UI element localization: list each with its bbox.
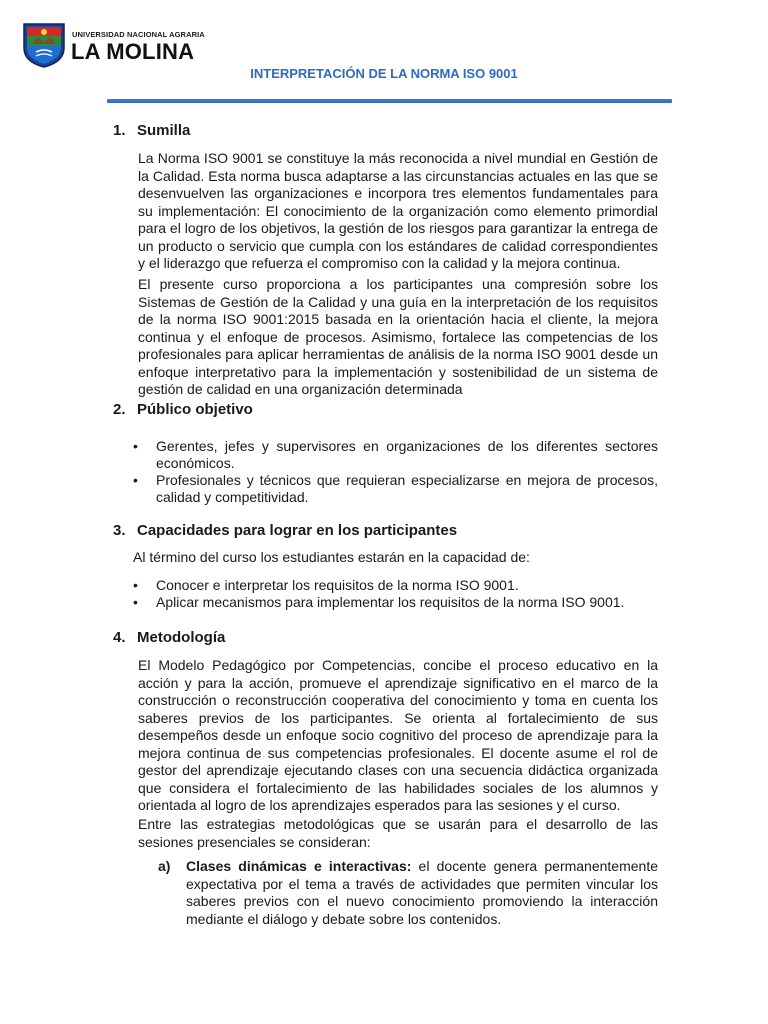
bullet-icon: • <box>133 594 138 610</box>
item-body <box>160 858 658 928</box>
university-name-small: UNIVERSIDAD NACIONAL AGRARIA <box>72 30 205 39</box>
section-title: Público objetivo <box>137 401 253 418</box>
section-number: 2. <box>113 401 126 418</box>
publico-objetivo-list <box>133 438 658 506</box>
sumilla-paragraph-2: El presente curso proporciona a los participantes una compresión sobre los Sistemas de Gestión de la Calidad y una guía en la interpretación de los requisitos de la norma ISO 9001:2015 basada en la orientación hacia el cliente, la mejora continua y el enfoque de procesos. Asimismo, fortalece las competencias de los profesionales para aplicar herramientas de análisis de la norma ISO 9001 desde un enfoque interpretativo para la implementación y sostenibilidad de un sistema de gestión de calidad en una organización determinada <box>138 276 658 397</box>
university-crest-icon <box>22 22 66 68</box>
item-text: el docente genera permanentemente expectativa por el tema a través de actividades que permiten vincular los saberes previos con el nuevo conocimiento promoviendo la interacción mediante el diálogo y debate sobre los contenidos. <box>186 858 658 927</box>
strategy-item-a <box>160 858 658 928</box>
metodologia-paragraph-1: El Modelo Pedagógico por Competencias, concibe el proceso educativo en la acción y para la acción, promueve el aprendizaje significativo en el marco de la construcción o reconstrucción cooperativa del conocimiento y toma en cuenta los saberes previos de los participantes. Se orienta al fortalecimiento de sus desempeños desde un enfoque socio cognitivo del proceso de aprendizaje para la mejora continua de sus competencias profesionales. El docente asume el rol de gestor del aprendizaje ejecutando clases con una secuencia didáctica organizada que considera el fortalecimiento de las habilidades sociales de los alumnos y orientada al logro de los aprendizajes esperados para las sesiones y el curso. <box>138 657 658 813</box>
section-title: Capacidades para lograr en los participantes <box>137 522 458 539</box>
section-heading-metodologia <box>113 629 225 646</box>
section-title: Metodología <box>137 629 226 646</box>
bullet-icon: • <box>133 472 138 488</box>
list-item: • Profesionales y técnicos que requieran especializarse en mejora de procesos, calidad y competitividad. <box>133 472 658 505</box>
bullet-icon: • <box>133 577 138 593</box>
university-logo <box>22 22 205 70</box>
metodologia-paragraph-2: Entre las estrategias metodológicas que se usarán para el desarrollo de las sesiones presenciales se consideran: <box>138 816 658 850</box>
section-number: 1. <box>113 122 126 139</box>
list-item: • Gerentes, jefes y supervisores en organizaciones de los diferentes sectores económicos. <box>133 438 658 471</box>
section-title: Sumilla <box>137 122 191 139</box>
capacidades-intro: Al término del curso los estudiantes estarán en la capacidad de: <box>133 549 530 565</box>
sumilla-paragraph-1: La Norma ISO 9001 se constituye la más reconocida a nivel mundial en Gestión de la Calidad. Esta norma busca adaptarse a las circunstancias actuales en las que se desenvuelven las organizaciones e incorpora tres elementos fundamentales para su implementación: El conocimiento de la organización como elemento primordial para el logro de los objetivos, la gestión de los riesgos para garantizar la entrega de un producto o servicio que cumpla con los estándares de calidad correspondientes y el liderazgo que refuerza el compromiso con la calidad y la mejora continua. <box>138 150 658 271</box>
section-heading-capacidades <box>113 522 457 539</box>
section-heading-publico-objetivo <box>113 401 253 418</box>
item-letter: a) <box>158 858 171 874</box>
item-lead: Clases dinámicas e interactivas: <box>186 858 412 874</box>
university-name-big: LA MOLINA <box>71 39 195 64</box>
bullet-icon: • <box>133 438 138 454</box>
capacidades-list <box>133 577 658 611</box>
document-title: INTERPRETACIÓN DE LA NORMA ISO 9001 <box>250 66 518 81</box>
list-item: • Conocer e interpretar los requisitos de la norma ISO 9001. <box>133 577 519 593</box>
section-number: 4. <box>113 629 126 646</box>
section-heading-sumilla <box>113 122 190 139</box>
title-divider <box>107 99 672 103</box>
section-number: 3. <box>113 522 126 539</box>
list-item: • Aplicar mecanismos para implementar los requisitos de la norma ISO 9001. <box>133 594 625 610</box>
